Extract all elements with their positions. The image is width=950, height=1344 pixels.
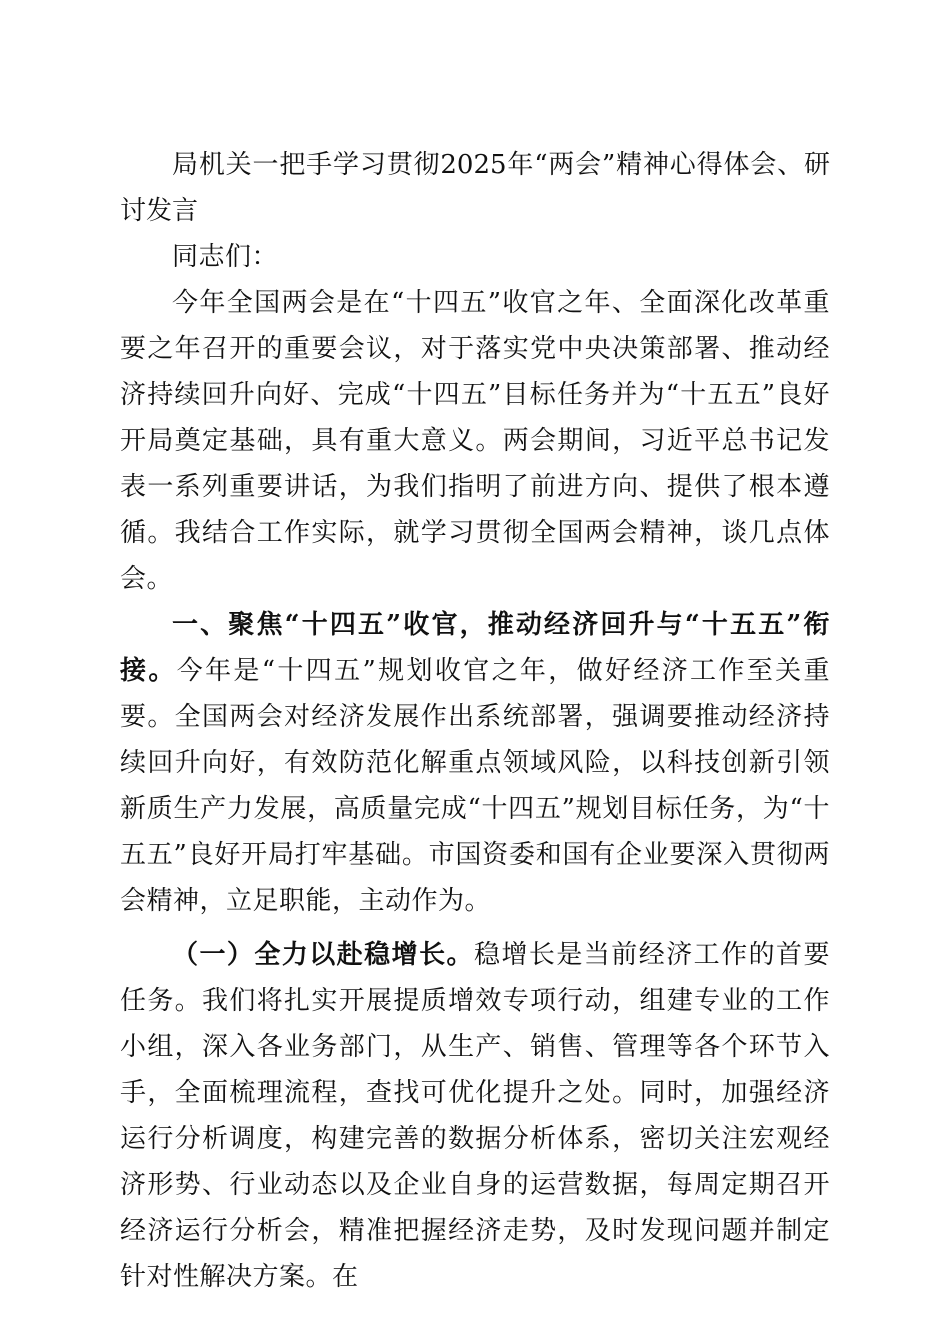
subsection-1-body: 稳增长是当前经济工作的首要任务。我们将扎实开展提质增效专项行动，组建专业的工作小组，深入各业务部门，从生产、销售、管理等各个环节入手，全面梳理流程，查找可优化提升之处。同时，加强经济运行分析调度，构建完善的数据分析体系，密切关注宏观经济形势、行业动态以及企业自身的运营数据，每周定期召开经济运行分析会，精准把握经济走势，及时发现问题并制定针对性解决方案。在 xyxy=(120,940,830,1292)
document-body xyxy=(120,142,830,1300)
greeting: 同志们： xyxy=(172,242,279,272)
section-1-body: 今年是“十四五”规划收官之年，做好经济工作至关重要。全国两会对经济发展作出系统部署，强调要推动经济持续回升向好，有效防范化解重点领域风险，以科技创新引领新质生产力发展，高质量完成“十四五”规划目标任务，为“十五五”良好开局打牢基础。市国资委和国有企业要深入贯彻两会精神，立足职能，主动作为。 xyxy=(120,656,830,916)
intro-paragraph: 今年全国两会是在“十四五”收官之年、全面深化改革重要之年召开的重要会议，对于落实党中央决策部署、推动经济持续回升向好、完成“十四五”目标任务并为“十五五”良好开局奠定基础，具有重大意义。两会期间，习近平总书记发表一系列重要讲话，为我们指明了前进方向、提供了根本遵循。我结合工作实际，就学习贯彻全国两会精神，谈几点体会。 xyxy=(120,288,830,594)
subsection-1-paragraph xyxy=(120,932,830,1300)
document-title: 局机关一把手学习贯彻2025年“两会”精神心得体会、研讨发言 xyxy=(120,150,830,226)
section-1-heading: 一、聚焦“十四五”收官，推动经济回升与“十五五”衔接。 xyxy=(120,610,830,686)
subsection-1-heading: （一）全力以赴稳增长。 xyxy=(172,940,475,970)
section-1-paragraph xyxy=(120,602,830,924)
